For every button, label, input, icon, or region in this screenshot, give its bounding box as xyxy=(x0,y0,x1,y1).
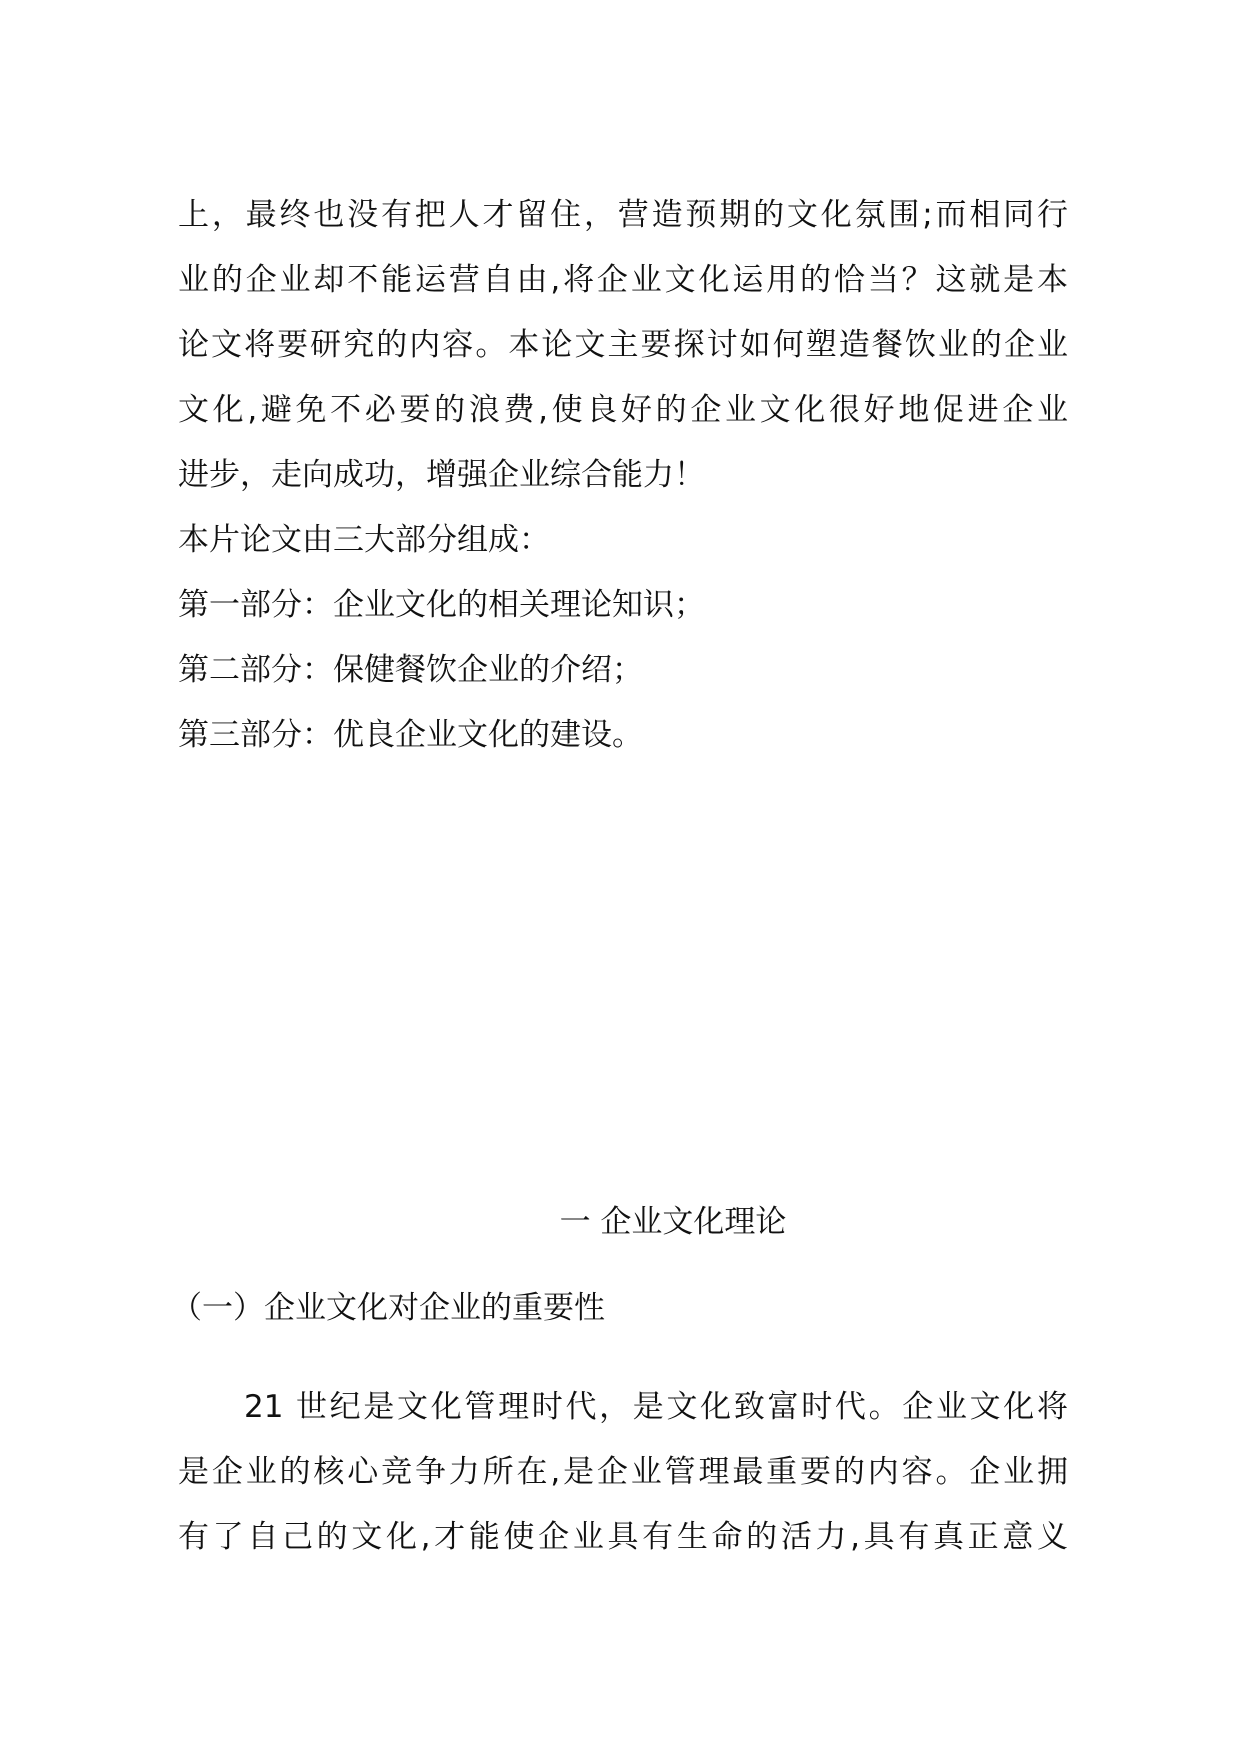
outline-intro: 本片论文由三大部分组成： xyxy=(178,522,550,558)
paragraph-line: 21 世纪是文化管理时代，是文化致富时代。企业文化将 xyxy=(244,1389,1068,1425)
outline-part-1: 第一部分：企业文化的相关理论知识； xyxy=(178,587,705,623)
paragraph-line: 是企业的核心竞争力所在,是企业管理最重要的内容。企业拥 xyxy=(178,1454,1068,1490)
intro-paragraph xyxy=(178,183,1068,508)
paragraph-line: 论文将要研究的内容。本论文主要探讨如何塑造餐饮业的企业 xyxy=(178,327,1068,363)
paragraph-line: 上，最终也没有把人才留住，营造预期的文化氛围;而相同行 xyxy=(178,197,1068,233)
chapter-heading: 一 企业文化理论 xyxy=(559,1204,787,1240)
outline-part-2: 第二部分：保健餐饮企业的介绍； xyxy=(178,652,643,688)
paragraph-line: 业的企业却不能运营自由,将企业文化运用的恰当？这就是本 xyxy=(178,262,1068,298)
section-heading: （一）企业文化对企业的重要性 xyxy=(171,1290,605,1326)
thesis-outline xyxy=(178,508,1068,768)
paragraph-line: 文化,避免不必要的浪费,使良好的企业文化很好地促进企业 xyxy=(178,392,1068,428)
paragraph-line: 进步，走向成功，增强企业综合能力！ xyxy=(178,457,705,493)
paragraph-line: 有了自己的文化,才能使企业具有生命的活力,具有真正意义 xyxy=(178,1519,1068,1555)
section-paragraph xyxy=(178,1375,1068,1570)
outline-part-3: 第三部分：优良企业文化的建设。 xyxy=(178,717,643,753)
